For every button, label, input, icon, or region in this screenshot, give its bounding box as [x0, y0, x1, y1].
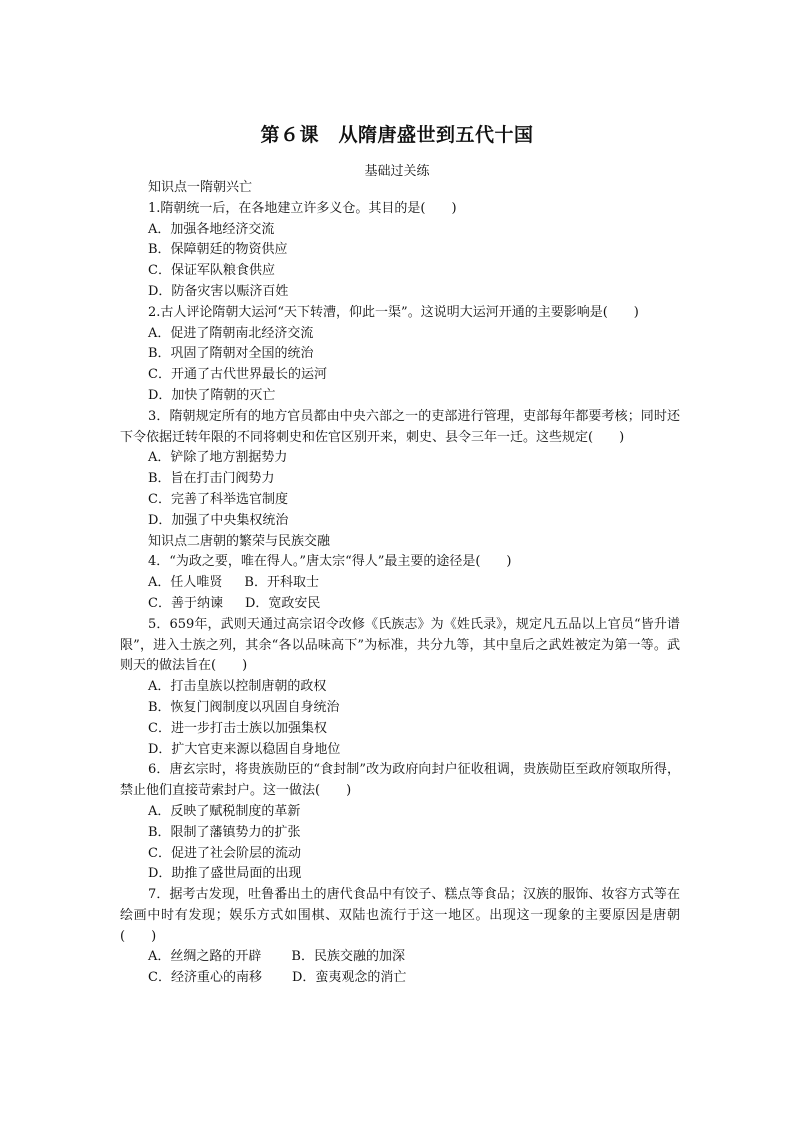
question-option: D．扩大官吏来源以稳固自身地位 — [148, 741, 341, 757]
knowledge-point-heading: 知识点一隋朝兴亡 — [148, 180, 253, 195]
question-stem: 6．唐玄宗时，将贵族勋臣的“食封制”改为政府向封户征收租调，贵族勋臣至政府领取所得，禁止他们直接苛索封户。这一做法( ) — [120, 762, 680, 799]
question-option: D．加快了隋朝的灭亡 — [148, 387, 276, 403]
question-option: A．丝绸之路的开辟 — [148, 949, 262, 965]
question-option: B．民族交融的加深 — [291, 949, 405, 965]
section-title: 基础过关练 — [364, 164, 430, 179]
question-option: D．宽政安民 — [244, 595, 321, 611]
question-option: B．开科取士 — [244, 575, 319, 591]
question-stem: 1.隋朝统一后，在各地建立许多义仓。其目的是( ) — [148, 200, 457, 216]
question-option: D．防备灾害以赈济百姓 — [148, 283, 289, 299]
question-option: A．铲除了地方割据势力 — [148, 450, 288, 466]
knowledge-point-heading: 知识点二唐朝的繁荣与民族交融 — [148, 533, 331, 549]
question-option: A．打击皇族以控制唐朝的政权 — [148, 679, 327, 695]
question-option: C．经济重心的南移 — [148, 970, 262, 986]
question-option: A．加强各地经济交流 — [148, 221, 275, 237]
question-option: C．开通了古代世界最长的运河 — [148, 367, 327, 383]
question-option-row — [120, 573, 680, 594]
question-stem: 3．隋朝规定所有的地方官员都由中央六部之一的吏部进行管理，吏部每年都要考核；同时还下令依据迁转年限的不同将刺史和佐官区别开来，刺史、县令三年一迁。这些规定( ) — [120, 408, 680, 445]
question-stem: 4．“为政之要，唯在得人。”唐太宗“得人”最主要的途径是( ) — [148, 554, 512, 570]
question-option: B．限制了藩镇势力的扩张 — [148, 824, 301, 840]
question-option: C．善于纳谏 — [148, 595, 223, 611]
question-option-row — [120, 947, 680, 968]
question-option-row — [120, 594, 680, 615]
question-option: D．加强了中央集权统治 — [148, 512, 289, 528]
question-stem: 5．659年，武则天通过高宗诏令改修《氏族志》为《姓氏录》，规定凡五品以上官员“皆升谱限”，进入士族之列，其余“各以品味高下”为标准，共分九等，其中皇后之武姓被定为第一等。武则天的做法旨在( ) — [120, 616, 680, 674]
question-stem: 2.古人评论隋朝大运河“天下转漕，仰此一渠”。这说明大运河开通的主要影响是( ) — [148, 304, 639, 320]
question-option: B．保障朝廷的物资供应 — [148, 242, 288, 258]
question-option-row — [120, 968, 680, 989]
question-option: B．恢复门阀制度以巩固自身统治 — [148, 699, 340, 715]
question-option: C．保证军队粮食供应 — [148, 263, 275, 279]
document-body — [120, 178, 680, 989]
question-option: B．巩固了隋朝对全国的统治 — [148, 346, 314, 362]
question-option: D．助推了盛世局面的出现 — [148, 866, 302, 882]
question-option: D．蛮夷观念的消亡 — [291, 970, 407, 986]
question-option: A．反映了赋税制度的革新 — [148, 803, 301, 819]
question-option: B．旨在打击门阀势力 — [148, 471, 275, 487]
question-option: C．完善了科举选官制度 — [148, 491, 288, 507]
question-option: A．任人唯贤 — [148, 575, 223, 591]
lesson-title: 第６课 从隋唐盛世到五代十国 — [260, 124, 534, 146]
question-option: A．促进了隋朝南北经济交流 — [148, 325, 314, 341]
question-option: C．促进了社会阶层的流动 — [148, 845, 301, 861]
question-stem: 7．据考古发现，吐鲁番出土的唐代食品中有饺子、糕点等食品；汉族的服饰、妆容方式等在绘画中时有发现；娱乐方式如围棋、双陆也流行于这一地区。出现这一现象的主要原因是唐朝( ) — [120, 887, 680, 944]
question-option: C．进一步打击士族以加强集权 — [148, 720, 327, 736]
